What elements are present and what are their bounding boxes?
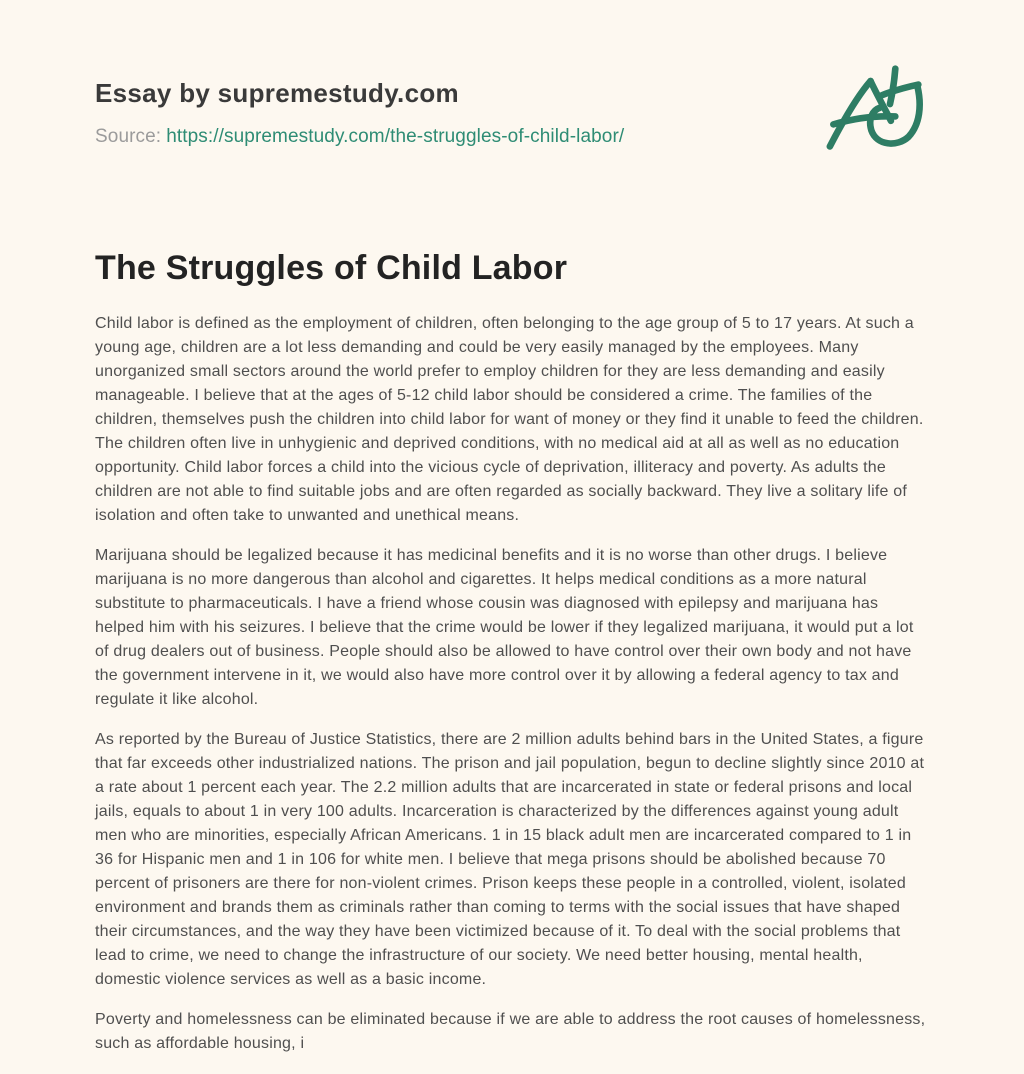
source-label: Source: xyxy=(95,126,162,147)
page-header xyxy=(95,78,930,148)
source-line xyxy=(95,126,930,148)
essay-paragraph-1: Child labor is defined as the employment of children, often belonging to the age group of 5 to 17 years. At such a young age, children are a lot less demanding and could be very easily managed by the employees. Many unorganized small sectors around the world prefer to employ children for they are less demanding and easily manageable. I believe that at the ages of 5-12 child labor should be considered a crime. The families of the children, themselves push the children into child labor for want of money or they find it unable to feed the children. The children often live in unhygienic and deprived conditions, with no medical aid at all as well as no education opportunity. Child labor forces a child into the vicious cycle of deprivation, illiteracy and poverty. As adults the children are not able to find suitable jobs and are often regarded as socially backward. They live a solitary life of isolation and often take to unwanted and unethical means. xyxy=(95,314,924,524)
essay-paragraph-3: As reported by the Bureau of Justice Statistics, there are 2 million adults behind bars in the United States, a figure that far exceeds other industrialized nations. The prison and jail population, begun to decline slightly since 2010 at a rate about 1 percent each year. The 2.2 million adults that are incarcerated in state or federal prisons and local jails, equals to about 1 in very 100 adults. Incarceration is characterized by the differences against young adult men who are minorities, especially African Americans. 1 in 15 black adult men are incarcerated compared to 1 in 36 for Hispanic men and 1 in 106 for white men. I believe that mega prisons should be abolished because 70 percent of prisoners are there for non-violent crimes. Prison keeps these people in a controlled, violent, isolated environment and brands them as criminals rather than coming to terms with the social issues that have shaped their circumstances, and the way they have been victimized because of it. To deal with the social problems that lead to crime, we need to change the infrastructure of our society. We need better housing, mental health, domestic violence services as well as a basic income. xyxy=(95,730,925,988)
a-plus-logo-icon xyxy=(821,56,936,160)
essay-title: The Struggles of Child Labor xyxy=(95,249,568,287)
essay-paragraph-2: Marijuana should be legalized because it has medicinal benefits and it is no worse than other drugs. I believe marijuana is no more dangerous than alcohol and cigarettes. It helps medical conditions as a more natural substitute to pharmaceuticals. I have a friend whose cousin was diagnosed with epilepsy and marijuana has helped him with his seizures. I believe that the crime would be lower if they legalized marijuana, it would put a lot of drug dealers out of business. People should also be allowed to have control over their own body and not have the government intervene in it, we would also have more control over it by allowing a federal agency to tax and regulate it like alcohol. xyxy=(95,546,914,708)
site-title: Essay by supremestudy.com xyxy=(95,78,459,108)
source-link[interactable]: https://supremestudy.com/the-struggles-of-child-labor/ xyxy=(166,126,625,147)
essay-paragraph-4: Poverty and homelessness can be eliminated because if we are able to address the root causes of homelessness, such as affordable housing, i xyxy=(95,1010,926,1052)
essay-body xyxy=(95,312,930,1056)
